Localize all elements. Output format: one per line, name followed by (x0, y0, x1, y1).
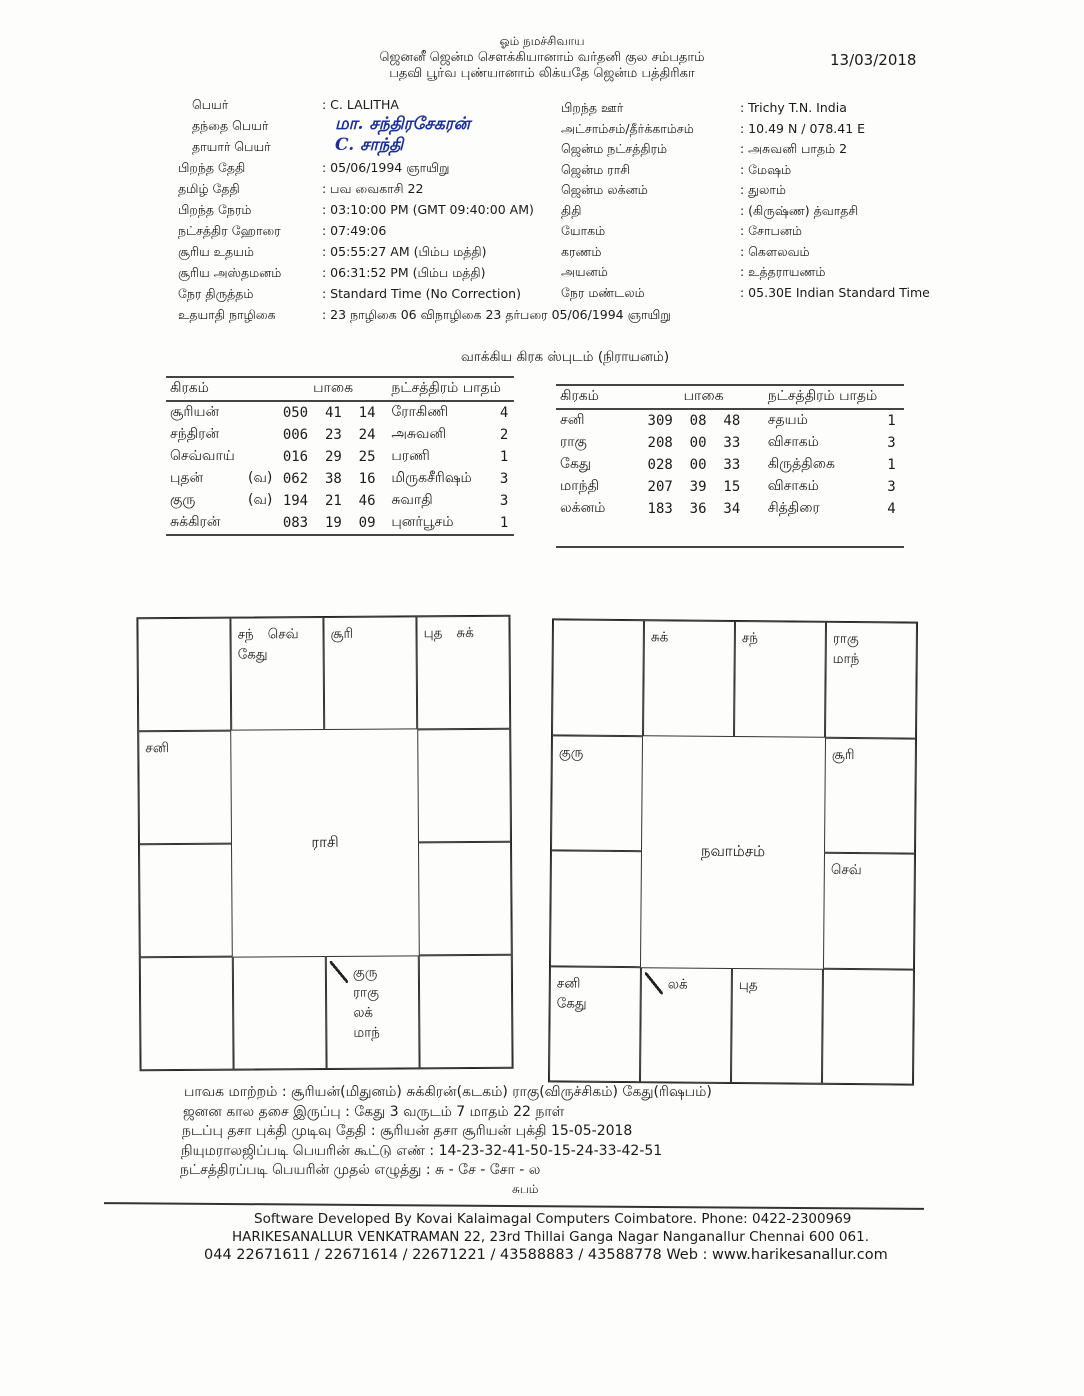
graha: சந்திரன் (170, 426, 220, 442)
detail-label: சூரிய அஸ்தமனம் (178, 265, 282, 280)
chart-house-mithuna (825, 622, 917, 738)
detail-label: யோகம் (561, 223, 606, 238)
detail-label: நேர மண்டலம் (561, 284, 645, 300)
detail-label: ஜென்ம நட்சத்திரம் (561, 141, 668, 156)
detail-value: : Trichy T.N. India (740, 100, 847, 115)
table-row (556, 432, 904, 454)
footer-info-line: ஜனன கால தசை இருப்பு : கேது 3 வருடம் 7 மாதம் 22 நாள் (183, 1103, 565, 1120)
detail-label: ஜென்ம லக்னம் (561, 182, 648, 197)
planet-abbrev: லக் (353, 1004, 374, 1021)
graha: செவ்வாய் (170, 448, 235, 464)
retro (244, 401, 279, 424)
retro (634, 454, 644, 476)
detail-label: சூரிய உதயம் (178, 244, 254, 259)
paadham: 2 (499, 427, 509, 443)
planet-abbrev: லக் (667, 975, 688, 993)
header-paagai: பாகை (644, 385, 764, 409)
planet-abbrev: சனி (145, 740, 170, 757)
planet-abbrev: செவ் (830, 861, 862, 879)
table-row (166, 512, 514, 535)
credit-line-1: Software Developed By Kovai Kalaimagal Computers Coimbatore. Phone: 0422-2300969 (254, 1211, 852, 1227)
chart-house-simha (823, 853, 915, 969)
paagai: 183 36 34 (647, 501, 741, 517)
footer-info-line: நட்சத்திரப்படி பெயரின் முதல் எழுத்து : சு - சே - சோ - ல (180, 1162, 541, 1178)
chart-house-mesha (230, 617, 324, 731)
table-row (556, 454, 904, 476)
chart-house-kanni (419, 955, 513, 1069)
subham-text: சுபம் (512, 1182, 539, 1196)
retro (634, 409, 644, 432)
header-graha: கிரகம் (556, 385, 634, 409)
divider (104, 1202, 924, 1209)
chart-house-rishaba (323, 616, 417, 730)
header-graha: கிரகம் (166, 377, 244, 401)
nakshatra: பரணி (391, 448, 430, 464)
planet-abbrev: சுக் (456, 624, 474, 642)
planet-table-right (556, 384, 904, 548)
graha: ராகு (560, 434, 587, 450)
spacer (556, 520, 904, 547)
nakshatra: அசுவனி (391, 426, 447, 442)
paagai: 309 08 48 (647, 413, 741, 429)
detail-label: ஜென்ம ராசி (561, 161, 631, 177)
graha: குரு (170, 492, 196, 508)
planet-abbrev: குரு (352, 964, 378, 981)
detail-value: : 05/06/1994 ஞாயிறு (322, 160, 450, 175)
chart-house-kataka (417, 729, 511, 843)
chart-house-mesha (643, 620, 735, 736)
credit-line-2: HARIKESANALLUR VENKATRAMAN 22, 23rd Thillai Ganga Nagar Nanganallur Chennai 600 061. (232, 1229, 869, 1245)
paadham: 4 (499, 405, 509, 421)
chart-house-simha (418, 842, 512, 956)
detail-label: அட்சாம்சம்/தீர்க்காம்சம் (561, 120, 694, 136)
retro: (வ) (248, 492, 273, 508)
retro (244, 424, 279, 446)
detail-value: C. சாந்தி (335, 135, 404, 155)
detail-label: பெயர் (192, 97, 229, 112)
table-row (556, 409, 904, 432)
chart-house-makara (139, 844, 233, 958)
nakshatra: ரோகிணி (391, 404, 449, 420)
paagai: 006 23 24 (282, 427, 376, 443)
detail-value: : 05:55:27 AM (பிம்ப மத்தி) (322, 244, 487, 259)
nakshatra: சித்திரை (767, 500, 820, 516)
paadham: 1 (494, 512, 514, 535)
paadham: 3 (499, 471, 509, 487)
retro (634, 476, 644, 498)
detail-label: பிறந்த தேதி (178, 160, 246, 175)
planet-abbrev: கேது (237, 646, 268, 663)
paagai: 016 29 25 (282, 449, 376, 465)
print-date: 13/03/2018 (830, 51, 917, 69)
lagna-marker (330, 961, 348, 983)
planet-abbrev: சூரி (330, 625, 354, 642)
header-paagai: பாகை (279, 377, 388, 401)
table-end (556, 520, 904, 547)
chart-house-makara (550, 850, 642, 966)
planet-abbrev: செவ் (267, 626, 299, 643)
detail-value: : 05.30E Indian Standard Time (740, 284, 930, 300)
paagai: 207 39 15 (647, 479, 741, 495)
detail-value: : மேஷம் (740, 161, 792, 177)
planet-abbrev: சூரி (831, 746, 855, 763)
planet-abbrev: மாந் (832, 650, 860, 668)
detail-label: தமிழ் தேதி (178, 181, 240, 196)
detail-value: : சோபனம் (740, 223, 802, 238)
nakshatra: மிருகசீரிஷம் (391, 470, 472, 486)
planet-abbrev: புத (738, 976, 758, 993)
paagai: 083 19 09 (279, 512, 388, 535)
table-row (166, 490, 514, 512)
nakshatra: சுவாதி (391, 492, 433, 508)
graha: சனி (560, 412, 585, 428)
planet-table-left (166, 376, 514, 536)
retro (634, 432, 644, 454)
header-retro (244, 377, 279, 401)
planet-abbrev: ராகு (832, 630, 859, 648)
graha: கேது (560, 456, 592, 472)
detail-value: : உத்தராயணம் (740, 264, 826, 279)
chart-house-thula (326, 955, 420, 1069)
planet-abbrev: புத (423, 625, 443, 642)
detail-value: : துலாம் (740, 182, 786, 197)
paadham: 1 (887, 457, 896, 473)
chart-house-mithuna (416, 616, 510, 730)
graha: சூரியன் (170, 404, 220, 420)
paagai: 194 21 46 (282, 493, 376, 509)
graha: சுக்கிரன் (166, 512, 244, 535)
paagai: 028 00 33 (647, 457, 741, 473)
retro (634, 498, 644, 520)
nakshatra: புனர்பூசம் (387, 512, 494, 535)
chart-house-thula (731, 967, 823, 1083)
graha: மாந்தி (560, 478, 600, 494)
planet-abbrev: சனி (556, 974, 581, 992)
chart-house-vrischika (233, 956, 327, 1070)
detail-label: நட்சத்திர ஹோரை (178, 223, 281, 238)
retro (244, 446, 279, 468)
nakshatra: கிருத்திகை (767, 456, 835, 472)
footer-info-line: நியுமராலஜிப்படி பெயரின் கூட்டு எண் : 14-23-32-41-50-15-24-33-42-51 (181, 1142, 663, 1159)
paagai: 062 38 16 (282, 471, 376, 487)
detail-value: மா. சந்திரசேகரன் (335, 114, 471, 134)
detail-label: உதயாதி நாழிகை (178, 307, 276, 322)
header-nakshatra: நட்சத்திரம் பாதம் (764, 385, 904, 409)
credit-line-3: 044 22671611 / 22671614 / 22671221 / 43588883 / 43588778 Web : www.harikesanallur.com (204, 1247, 888, 1263)
detail-value: : C. LALITHA (322, 97, 399, 112)
lagna-marker (645, 972, 663, 994)
nakshatra: விசாகம் (767, 434, 819, 450)
detail-label: தந்தை பெயர் (192, 118, 269, 133)
footer-info-line: நடப்பு தசா புக்தி முடிவு தேதி : சூரியன் தசா சூரியன் புக்தி 15-05-2018 (182, 1123, 633, 1139)
paagai: 050 41 14 (282, 405, 376, 421)
paadham: 1 (887, 413, 896, 429)
detail-label: திதி (561, 202, 582, 218)
detail-value: : 07:49:06 (322, 223, 387, 238)
paadham: 3 (887, 435, 896, 451)
paadham: 3 (887, 479, 896, 495)
detail-value: : கௌலவம் (740, 243, 810, 259)
chart-house-meena (552, 619, 644, 735)
chart-house-kataka (824, 737, 916, 853)
chart-house-kumbha (551, 735, 643, 851)
paadham: 3 (499, 493, 509, 509)
chart-house-rishaba (734, 621, 826, 737)
planet-abbrev: கேது (556, 994, 587, 1012)
graha: லக்னம் (560, 500, 606, 516)
retro: (வ) (248, 470, 273, 486)
chart-house-vrischika (640, 967, 732, 1083)
chart-house-meena (137, 618, 231, 732)
table-row (166, 401, 514, 424)
detail-label: கரணம் (561, 243, 602, 259)
planet-abbrev: ராகு (352, 984, 380, 1001)
table-row (166, 446, 514, 468)
detail-label: பிறந்த ஊர் (561, 100, 624, 115)
table-row (166, 468, 514, 490)
chart-house-dhanus (140, 957, 234, 1071)
header-verse-2: பதவி பூர்வ புண்யானாம் லிக்யதே ஜென்ம பத்திரிகா (389, 66, 695, 81)
detail-value: : 23 நாழிகை 06 விநாழிகை 23 தர்பரை 05/06/1994 ஞாயிறு (322, 307, 671, 322)
table-row (166, 424, 514, 446)
detail-label: பிறந்த நேரம் (178, 202, 252, 217)
rasi-chart (136, 615, 513, 1072)
chart-title: நவாம்சம் (700, 841, 766, 861)
table-row (556, 498, 904, 520)
nakshatra: விசாகம் (767, 478, 819, 494)
paadham: 4 (887, 501, 896, 517)
planet-abbrev: குரு (558, 743, 584, 761)
detail-label: தாயார் பெயர் (192, 139, 271, 154)
detail-value: : 10.49 N / 078.41 E (740, 120, 866, 136)
navamsa-chart (548, 618, 918, 1085)
detail-value: : பவ வைகாசி 22 (322, 181, 424, 196)
chart-house-kanni (822, 968, 914, 1084)
planet-abbrev: சந் (741, 630, 759, 647)
detail-value: : 03:10:00 PM (GMT 09:40:00 AM) (322, 202, 534, 217)
paagai: 208 00 33 (647, 435, 741, 451)
graha: புதன் (170, 470, 204, 486)
nakshatra: சதயம் (767, 412, 808, 428)
table-row (556, 476, 904, 498)
paadham: 1 (499, 449, 509, 465)
footer-info-line: பாவக மாற்றம் : சூரியன்(மிதுனம்) சுக்கிரன்(கடகம்) ராகு(விருச்சிகம்) கேது(ரிஷபம்) (184, 1084, 712, 1100)
retro (244, 512, 279, 535)
planet-abbrev: சந் (237, 626, 254, 643)
table-header (166, 377, 514, 401)
detail-value: : (கிருஷ்ண) த்வாதசி (740, 202, 859, 218)
planet-abbrev: சுக் (650, 629, 669, 646)
header-invocation: ஓம் நமச்சிவாய (499, 34, 585, 48)
chart-house-kumbha (138, 731, 232, 845)
table-header (556, 385, 904, 409)
detail-label: அயனம் (561, 264, 608, 279)
detail-value: : 06:31:52 PM (பிம்ப மத்தி) (322, 265, 486, 280)
chart-house-dhanus (549, 966, 641, 1082)
detail-value: : Standard Time (No Correction) (322, 286, 521, 301)
header-nakshatra: நட்சத்திரம் பாதம் (387, 377, 514, 401)
header-retro (634, 385, 644, 409)
chart-title: ராசி (311, 832, 339, 852)
planet-positions-title: வாக்கிய கிரக ஸ்புடம் (நிராயனம்) (460, 349, 670, 365)
planet-abbrev: மாந் (353, 1024, 380, 1041)
detail-value: : அசுவனி பாதம் 2 (740, 141, 848, 156)
header-verse-1: ஜெனனீ ஜென்ம செளக்கியானாம் வர்தனி குல சம்பதாம் (379, 50, 705, 65)
detail-label: நேர திருத்தம் (178, 286, 254, 301)
